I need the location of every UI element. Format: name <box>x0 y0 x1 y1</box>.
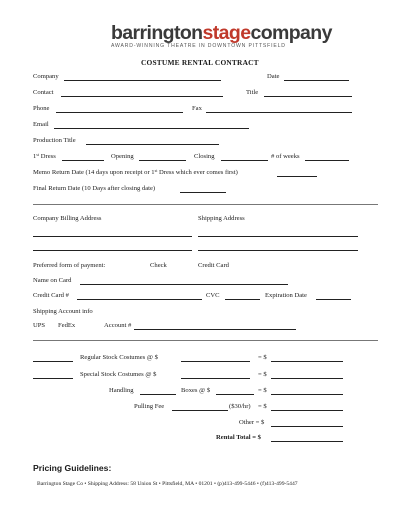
handling-field[interactable] <box>140 394 176 395</box>
logo <box>111 22 332 44</box>
company-label: Company <box>33 73 59 80</box>
other-label: Other = $ <box>239 419 265 426</box>
other-field[interactable] <box>271 426 343 427</box>
expiration-label: Expiration Date <box>265 292 307 299</box>
billing-address-line[interactable] <box>33 236 192 237</box>
footer-contact: Barrington Stage Co • Shipping Address: 58 Union St • Pittsfield, MA • 01201 • (p)413-499-5446 • (f)413-499-5447 <box>37 481 298 487</box>
first-dress-field[interactable] <box>62 160 104 161</box>
memo-return-sup: st <box>154 168 158 173</box>
pulling-equals-label: = $ <box>258 403 267 410</box>
logo-stage: stage <box>202 22 251 44</box>
account-label: Account # <box>104 322 132 329</box>
fax-label: Fax <box>192 105 202 112</box>
pulling-fee-field[interactable] <box>172 410 228 411</box>
title-field[interactable] <box>264 96 352 97</box>
rental-total-label: Rental Total = $ <box>216 434 261 441</box>
fedex-option[interactable]: FedEx <box>58 322 76 329</box>
opening-label: Opening <box>111 153 134 160</box>
logo-barrington: barrington <box>111 22 203 44</box>
cvc-field[interactable] <box>225 299 260 300</box>
contact-label: Contact <box>33 89 54 96</box>
account-field[interactable] <box>134 329 296 330</box>
card-number-field[interactable] <box>77 299 202 300</box>
payment-label: Preferred form of payment: <box>33 262 106 269</box>
name-on-card-field[interactable] <box>80 284 288 285</box>
pulling-fee-label: Pulling Fee <box>134 403 165 410</box>
shipping-address-label: Shipping Address <box>198 215 245 222</box>
pulling-rate-label: ($30/hr) <box>229 403 251 410</box>
logo-company: company <box>250 22 332 44</box>
company-field[interactable] <box>64 80 221 81</box>
handling-equals-label: = $ <box>258 387 267 394</box>
memo-return-pre: Memo Return Date (14 days upon receipt or 1 <box>33 169 155 176</box>
weeks-label: # of weeks <box>271 153 300 160</box>
production-title-field[interactable] <box>86 144 219 145</box>
handling-label: Handling <box>109 387 134 394</box>
pulling-total-field[interactable] <box>271 410 343 411</box>
check-option[interactable]: Check <box>150 262 167 269</box>
date-label: Date <box>267 73 280 80</box>
name-on-card-label: Name on Card <box>33 277 72 284</box>
phone-label: Phone <box>33 105 50 112</box>
title-label: Title <box>246 89 259 96</box>
opening-field[interactable] <box>139 160 186 161</box>
closing-label: Closing <box>194 153 215 160</box>
special-equals-label: = $ <box>258 371 267 378</box>
regular-costumes-label: Regular Stock Costumes @ $ <box>80 354 158 361</box>
fax-field[interactable] <box>206 112 352 113</box>
email-label: Email <box>33 121 49 128</box>
weeks-field[interactable] <box>305 160 349 161</box>
divider <box>33 340 378 341</box>
cvc-label: CVC <box>206 292 220 299</box>
regular-total-field[interactable] <box>271 361 343 362</box>
phone-field[interactable] <box>56 112 183 113</box>
billing-address-line[interactable] <box>33 250 192 251</box>
shipping-account-label: Shipping Account info <box>33 308 93 315</box>
shipping-address-line[interactable] <box>198 250 358 251</box>
production-title-label: Production Title <box>33 137 76 144</box>
boxes-field[interactable] <box>216 394 254 395</box>
page-title: COSTUME RENTAL CONTRACT <box>141 58 259 67</box>
logo-tagline: AWARD-WINNING THEATRE IN DOWNTOWN PITTSFIELD <box>111 43 286 49</box>
special-total-field[interactable] <box>271 378 343 379</box>
card-number-label: Credit Card # <box>33 292 69 299</box>
contact-field[interactable] <box>61 96 223 97</box>
regular-equals-label: = $ <box>258 354 267 361</box>
memo-return-post: Dress which ever comes first) <box>157 169 238 176</box>
shipping-address-line[interactable] <box>198 236 358 237</box>
pricing-guidelines-heading: Pricing Guidelines: <box>33 463 112 473</box>
special-costumes-label: Special Stock Costumes @ $ <box>80 371 157 378</box>
boxes-label: Boxes @ $ <box>181 387 211 394</box>
regular-qty-field[interactable] <box>33 361 73 362</box>
special-qty-field[interactable] <box>33 378 73 379</box>
final-return-label: Final Return Date (10 Days after closing date) <box>33 185 156 192</box>
regular-price-field[interactable] <box>181 361 250 362</box>
expiration-field[interactable] <box>316 299 351 300</box>
email-field[interactable] <box>54 128 249 129</box>
billing-address-label: Company Billing Address <box>33 215 102 222</box>
handling-total-field[interactable] <box>271 394 343 395</box>
ups-option[interactable]: UPS <box>33 322 46 329</box>
first-dress-num: 1 <box>33 153 37 160</box>
first-dress-sup: st <box>36 152 40 157</box>
closing-field[interactable] <box>221 160 268 161</box>
memo-return-label <box>33 169 238 177</box>
first-dress-label <box>33 153 56 161</box>
divider <box>33 204 378 205</box>
memo-return-field[interactable] <box>277 176 317 177</box>
date-field[interactable] <box>284 80 349 81</box>
special-price-field[interactable] <box>181 378 250 379</box>
final-return-field[interactable] <box>180 192 226 193</box>
first-dress-text: Dress <box>39 153 56 160</box>
credit-card-option[interactable]: Credit Card <box>198 262 229 269</box>
rental-total-field[interactable] <box>271 441 343 442</box>
